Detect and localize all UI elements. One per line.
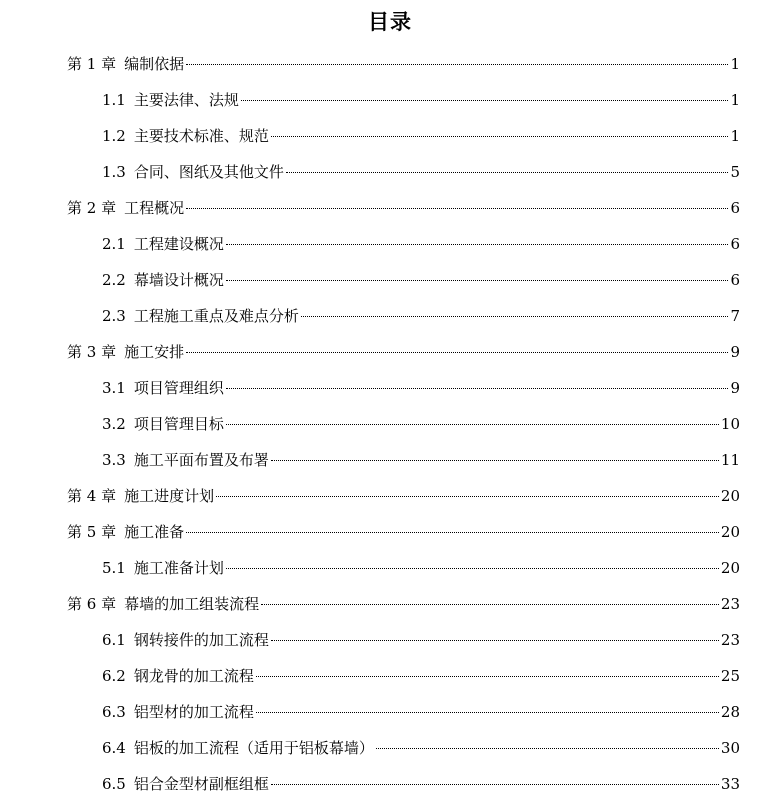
toc-page-number: 1 [730,127,740,145]
toc-entry-number: 2.2 [102,271,126,289]
dot-leader [226,424,719,425]
toc-page-number: 5 [730,163,740,181]
toc-entry-title: 合同、图纸及其他文件 [133,163,284,181]
toc-entry-title: 铝合金型材副框组框 [133,775,269,793]
toc-entry-number: 1.3 [102,163,126,181]
dot-leader [271,136,729,137]
toc-entry-number: 第 1 章 [67,55,117,73]
toc-chapter-entry[interactable] [0,50,780,86]
dot-leader [301,316,729,317]
toc-page-number: 20 [720,523,740,541]
toc-section-entry[interactable] [0,410,780,446]
toc-entry-number: 5.1 [102,559,126,577]
dot-leader [286,172,729,173]
dot-leader [271,784,719,785]
dot-leader [186,64,728,65]
toc-page-number: 25 [720,667,740,685]
toc-entry-title: 施工进度计划 [124,487,215,505]
toc-chapter-entry[interactable] [0,518,780,554]
toc-page-number: 28 [720,703,740,721]
toc-entry-title: 主要法律、法规 [133,91,239,109]
toc-chapter-entry[interactable] [0,194,780,230]
toc-entry-number: 3.3 [102,451,126,469]
toc-page-number: 6 [730,235,740,253]
toc-entry-title: 工程建设概况 [133,235,224,253]
toc-entry-title: 项目管理组织 [133,379,224,397]
toc-entry-number: 第 5 章 [67,523,117,541]
toc-entry-title: 编制依据 [124,55,185,73]
dot-leader [226,244,729,245]
toc-entry-number: 1.1 [102,91,126,109]
toc-entry-number: 2.1 [102,235,126,253]
dot-leader [186,352,728,353]
toc-entry-title: 钢龙骨的加工流程 [133,667,254,685]
toc-page-number: 6 [730,199,740,217]
toc-entry-title: 施工准备计划 [133,559,224,577]
toc-section-entry[interactable] [0,698,780,734]
toc-section-entry[interactable] [0,734,780,770]
toc-section-entry[interactable] [0,374,780,410]
toc-section-entry[interactable] [0,770,780,806]
dot-leader [216,496,719,497]
toc-section-entry[interactable] [0,266,780,302]
dot-leader [271,640,719,641]
toc-section-entry[interactable] [0,158,780,194]
toc-page-number: 9 [730,343,740,361]
dot-leader [271,460,719,461]
toc-entry-title: 工程概况 [124,199,185,217]
toc-page-number: 23 [720,595,740,613]
toc-entry-number: 6.4 [102,739,126,757]
toc-section-entry[interactable] [0,554,780,590]
toc-entry-title: 钢转接件的加工流程 [133,631,269,649]
dot-leader [376,748,719,749]
toc-entry-title: 铝型材的加工流程 [133,703,254,721]
dot-leader [241,100,729,101]
document-title: 目录 [368,9,412,34]
toc-entry-number: 6.5 [102,775,126,793]
toc-chapter-entry[interactable] [0,338,780,374]
toc-page-number: 1 [730,91,740,109]
dot-leader [226,280,729,281]
dot-leader [186,532,719,533]
toc-section-entry[interactable] [0,230,780,266]
toc-page-number: 9 [730,379,740,397]
toc-section-entry[interactable] [0,626,780,662]
toc-section-entry[interactable] [0,302,780,338]
toc-page-number: 30 [720,739,740,757]
toc-entry-title: 幕墙设计概况 [133,271,224,289]
dot-leader [256,712,719,713]
toc-entry-number: 3.1 [102,379,126,397]
toc-page-number: 33 [720,775,740,793]
toc-page-number: 6 [730,271,740,289]
toc-page-number: 1 [730,55,740,73]
toc-page-number: 11 [720,451,740,469]
toc-page-number: 10 [720,415,740,433]
toc-chapter-entry[interactable] [0,590,780,626]
dot-leader [256,676,719,677]
dot-leader [226,388,729,389]
toc-page-number: 23 [720,631,740,649]
toc-entry-number: 6.3 [102,703,126,721]
toc-section-entry[interactable] [0,662,780,698]
toc-entry-number: 第 2 章 [67,199,117,217]
toc-page-number: 20 [720,559,740,577]
toc-entry-number: 2.3 [102,307,126,325]
toc-entry-title: 铝板的加工流程（适用于铝板幕墙） [133,739,374,757]
toc-entry-title: 幕墙的加工组装流程 [124,595,260,613]
toc-entry-number: 第 6 章 [67,595,117,613]
toc-chapter-entry[interactable] [0,482,780,518]
toc-entry-title: 主要技术标准、规范 [133,127,269,145]
toc-page-number: 20 [720,487,740,505]
toc-entry-number: 第 4 章 [67,487,117,505]
toc-section-entry[interactable] [0,86,780,122]
toc-entry-number: 6.1 [102,631,126,649]
toc-entry-number: 第 3 章 [67,343,117,361]
toc-entry-title: 工程施工重点及难点分析 [133,307,299,325]
toc-entry-number: 6.2 [102,667,126,685]
toc-entry-title: 施工平面布置及布署 [133,451,269,469]
dot-leader [261,604,719,605]
toc-page-number: 7 [730,307,740,325]
toc-section-entry[interactable] [0,122,780,158]
toc-entry-title: 项目管理目标 [133,415,224,433]
dot-leader [226,568,719,569]
dot-leader [186,208,728,209]
toc-entry-number: 3.2 [102,415,126,433]
toc-entry-number: 1.2 [102,127,126,145]
toc-entry-title: 施工安排 [124,343,185,361]
toc-entry-title: 施工准备 [124,523,185,541]
toc-section-entry[interactable] [0,446,780,482]
table-of-contents [0,50,780,806]
